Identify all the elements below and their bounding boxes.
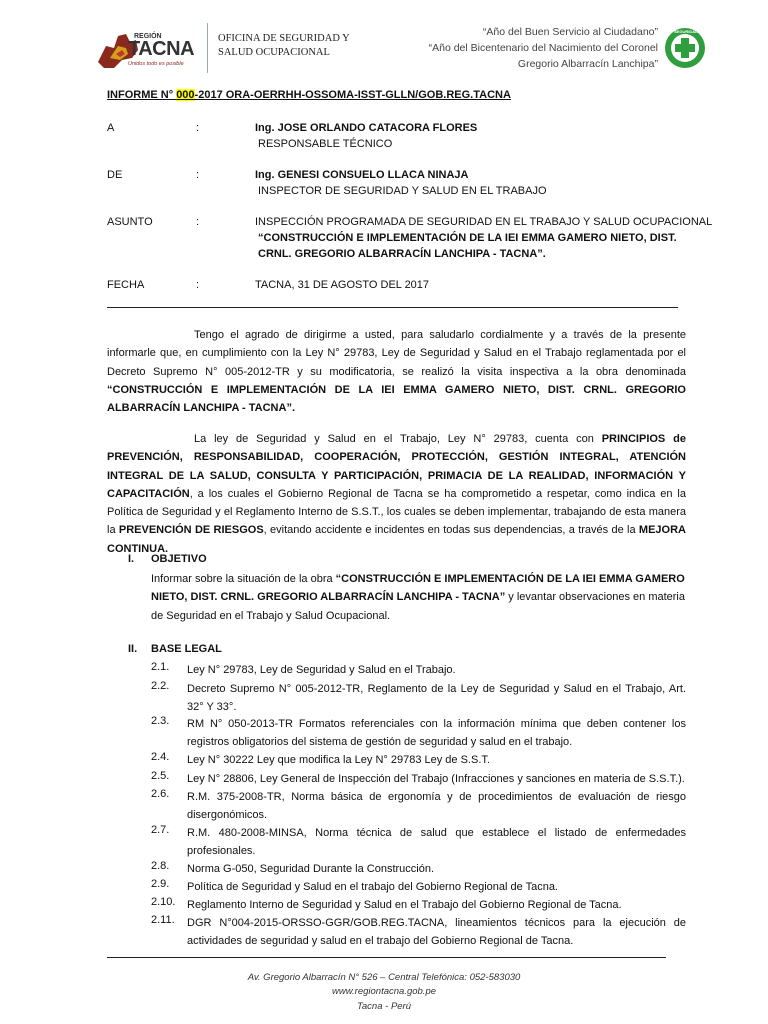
intro-project-name: “CONSTRUCCIÓN E IMPLEMENTACIÓN DE LA IEI EMMA GAMERO NIETO, DIST. CRNL. GREGORIO ALBARRACÍN LANCHIPA - TACNA”. bbox=[107, 383, 686, 415]
motto-line-3: Gregorio Albarracín Lanchipa” bbox=[517, 58, 658, 70]
legal-item-text: Ley N° 29783, Ley de Seguridad y Salud en el Trabajo. bbox=[187, 664, 456, 676]
to-name: Ing. JOSE ORLANDO CATACORA FLORES bbox=[255, 122, 478, 134]
legal-item-number: 2.4. bbox=[151, 751, 170, 763]
legal-item-text: R.M. 480-2008-MINSA, Norma técnica de salud que establece el listado de enfermedades profesionales. bbox=[187, 827, 686, 857]
office-line-2: SALUD OCUPACIONAL bbox=[218, 47, 330, 58]
objective-number: I. bbox=[128, 553, 135, 565]
legal-item-number: 2.1. bbox=[151, 661, 170, 673]
region-tacna-logo bbox=[92, 24, 200, 72]
legal-item-number: 2.7. bbox=[151, 824, 170, 836]
objective-text-a: Informar sobre la situación de la obra bbox=[151, 573, 336, 585]
principles-text-c: , a los cuales el Gobierno Regional de Tacna se ha comprometido a respetar, como indica en la Política de Seguridad y el Reglamento Interno de S.S.T., los cuales se deben implementar, trabajando de esta manera la bbox=[107, 487, 686, 537]
from-role: INSPECTOR DE SEGURIDAD Y SALUD EN EL TRABAJO bbox=[258, 185, 547, 197]
header-divider bbox=[207, 23, 208, 73]
safety-seal-icon bbox=[664, 27, 706, 69]
legal-item-text: RM N° 050-2013-TR Formatos referenciales con la información mínima que deben contener los registros obligatorios del sistema de gestión de seguridad y salud en el trabajo. bbox=[187, 718, 686, 748]
logo-region-label: REGIÓN bbox=[134, 33, 162, 40]
legal-item-text: DGR N°004-2015-ORSSO-GGR/GOB.REG.TACNA, lineamientos técnicos para la ejecución de actividades de seguridad y salud en el trabajo del Gobierno Regional de Tacna. bbox=[187, 917, 686, 947]
seal-text: SEGURIDAD bbox=[674, 29, 699, 34]
logo-name: TACNA bbox=[128, 38, 195, 60]
report-title bbox=[107, 89, 511, 101]
continuous-improvement: MEJORA CONTINUA. bbox=[107, 524, 686, 555]
from-label: DE bbox=[107, 169, 123, 181]
subject-sep: : bbox=[196, 216, 200, 228]
legal-item-text: R.M. 375-2008-TR, Norma básica de ergonomía y de procedimientos de evaluación de riesgo disergonómicos. bbox=[187, 791, 686, 821]
legal-item-number: 2.5. bbox=[151, 770, 170, 782]
report-number-highlight: 000 bbox=[176, 89, 195, 101]
legal-item-number: 2.8. bbox=[151, 860, 170, 872]
legal-item-number: 2.11. bbox=[151, 914, 175, 926]
to-sep: : bbox=[196, 122, 200, 134]
legal-item-text: Política de Seguridad y Salud en el trabajo del Gobierno Regional de Tacna. bbox=[187, 881, 558, 893]
subject-label: ASUNTO bbox=[107, 216, 153, 228]
header-rule bbox=[107, 307, 678, 308]
principles-list: PRINCIPIOS de PREVENCIÓN, RESPONSABILIDAD, COOPERACIÓN, PROTECCIÓN, GESTIÓN INTEGRAL, ATENCIÓN INTEGRAL DE LA SALUD, CONSULTA Y PARTICIPACIÓN, PRIMACIA DE LA REALIDAD, INFORMACIÓN Y CAPACITACIÓN bbox=[107, 433, 686, 500]
footer-city: Tacna - Perú bbox=[356, 1001, 412, 1012]
objective-text bbox=[151, 570, 686, 625]
legal-item-text: Ley N° 28806, Ley General de Inspección del Trabajo (Infracciones y sanciones en materia de S.S.T.). bbox=[187, 773, 685, 785]
legal-item-text: Reglamento Interno de Seguridad y Salud en el Trabajo del Gobierno Regional de Tacna. bbox=[187, 899, 622, 911]
footer-rule bbox=[107, 957, 666, 958]
report-title-prefix: INFORME N° bbox=[107, 89, 177, 101]
office-line-1: OFICINA DE SEGURIDAD Y bbox=[218, 33, 350, 44]
risk-prevention: PREVENCIÓN DE RIESGOS bbox=[118, 524, 264, 537]
logo-tagline: Unidos todo es posible bbox=[128, 61, 184, 67]
date-sep: : bbox=[196, 279, 200, 291]
base-legal-title: BASE LEGAL bbox=[151, 643, 222, 655]
subject-line-3: CRNL. GREGORIO ALBARRACÍN LANCHIPA - TACNA”. bbox=[258, 248, 546, 260]
motto-line-2: “Año del Bicentenario del Nacimiento del Coronel bbox=[428, 42, 658, 54]
from-sep: : bbox=[196, 169, 200, 181]
base-legal-number: II. bbox=[128, 643, 138, 655]
legal-item-number: 2.9. bbox=[151, 878, 170, 890]
subject-line-1: INSPECCIÓN PROGRAMADA DE SEGURIDAD EN EL TRABAJO Y SALUD OCUPACIONAL bbox=[255, 216, 713, 228]
legal-item-number: 2.3. bbox=[151, 715, 170, 727]
legal-item-number: 2.2. bbox=[151, 680, 170, 692]
date-value: TACNA, 31 DE AGOSTO DEL 2017 bbox=[255, 279, 430, 291]
footer-website: www.regiontacna.gob.pe bbox=[331, 986, 437, 997]
intro-text: Tengo el agrado de dirigirme a usted, para saludarlo cordialmente y a través de la presente informarle que, en cumplimiento con la Ley N° 29783, Ley de Seguridad y Salud en el Trabajo reglamentada por el Decreto Supremo N° 005-2012-TR y su modificatoria, se realizó la visita inspectiva a la obra denominada bbox=[107, 329, 686, 378]
objective-title: OBJETIVO bbox=[151, 553, 207, 565]
legal-item-text: Norma G-050, Seguridad Durante la Construcción. bbox=[187, 863, 435, 875]
date-label: FECHA bbox=[107, 279, 145, 291]
from-name: Ing. GENESI CONSUELO LLACA NINAJA bbox=[255, 169, 469, 181]
subject-line-2: “CONSTRUCCIÓN E IMPLEMENTACIÓN DE LA IEI EMMA GAMERO NIETO, DIST. bbox=[258, 232, 677, 244]
intro-paragraph bbox=[107, 326, 686, 417]
to-role: RESPONSABLE TÉCNICO bbox=[258, 138, 393, 150]
legal-item-number: 2.10. bbox=[151, 896, 176, 908]
legal-item-number: 2.6. bbox=[151, 788, 170, 800]
legal-item-text: Decreto Supremo N° 005-2012-TR, Reglamento de la Ley de Seguridad y Salud en el Trabajo, Art. 32° Y 33°. bbox=[187, 683, 686, 713]
legal-item-text: Ley N° 30222 Ley que modifica la Ley N° 29783 Ley de S.S.T. bbox=[187, 754, 490, 766]
to-label: A bbox=[107, 122, 115, 134]
principles-text-a: La ley de Seguridad y Salud en el Trabajo, Ley N° 29783, cuenta con bbox=[194, 433, 602, 445]
objective-text-c: y levantar observaciones en materia de Seguridad en el Trabajo y Salud Ocupacional. bbox=[151, 591, 685, 622]
report-title-suffix: -2017 ORA-OERRHH-OSSOMA-ISST-GLLN/GOB.REG.TACNA bbox=[194, 89, 511, 101]
principles-text-e: , evitando accidente e incidentes en todas sus dependencias, a través de la bbox=[263, 524, 639, 537]
objective-project-name: “CONSTRUCCIÓN E IMPLEMENTACIÓN DE LA IEI EMMA GAMERO NIETO, DIST. CRNL. GREGORIO ALBARRACÍN LANCHIPA - TACNA” bbox=[151, 573, 685, 604]
principles-paragraph bbox=[107, 430, 686, 558]
motto-line-1: “Año del Buen Servicio al Ciudadano” bbox=[482, 26, 658, 38]
footer-address: Av. Gregorio Albarracín N° 526 – Central Telefónica: 052-583030 bbox=[247, 972, 521, 983]
